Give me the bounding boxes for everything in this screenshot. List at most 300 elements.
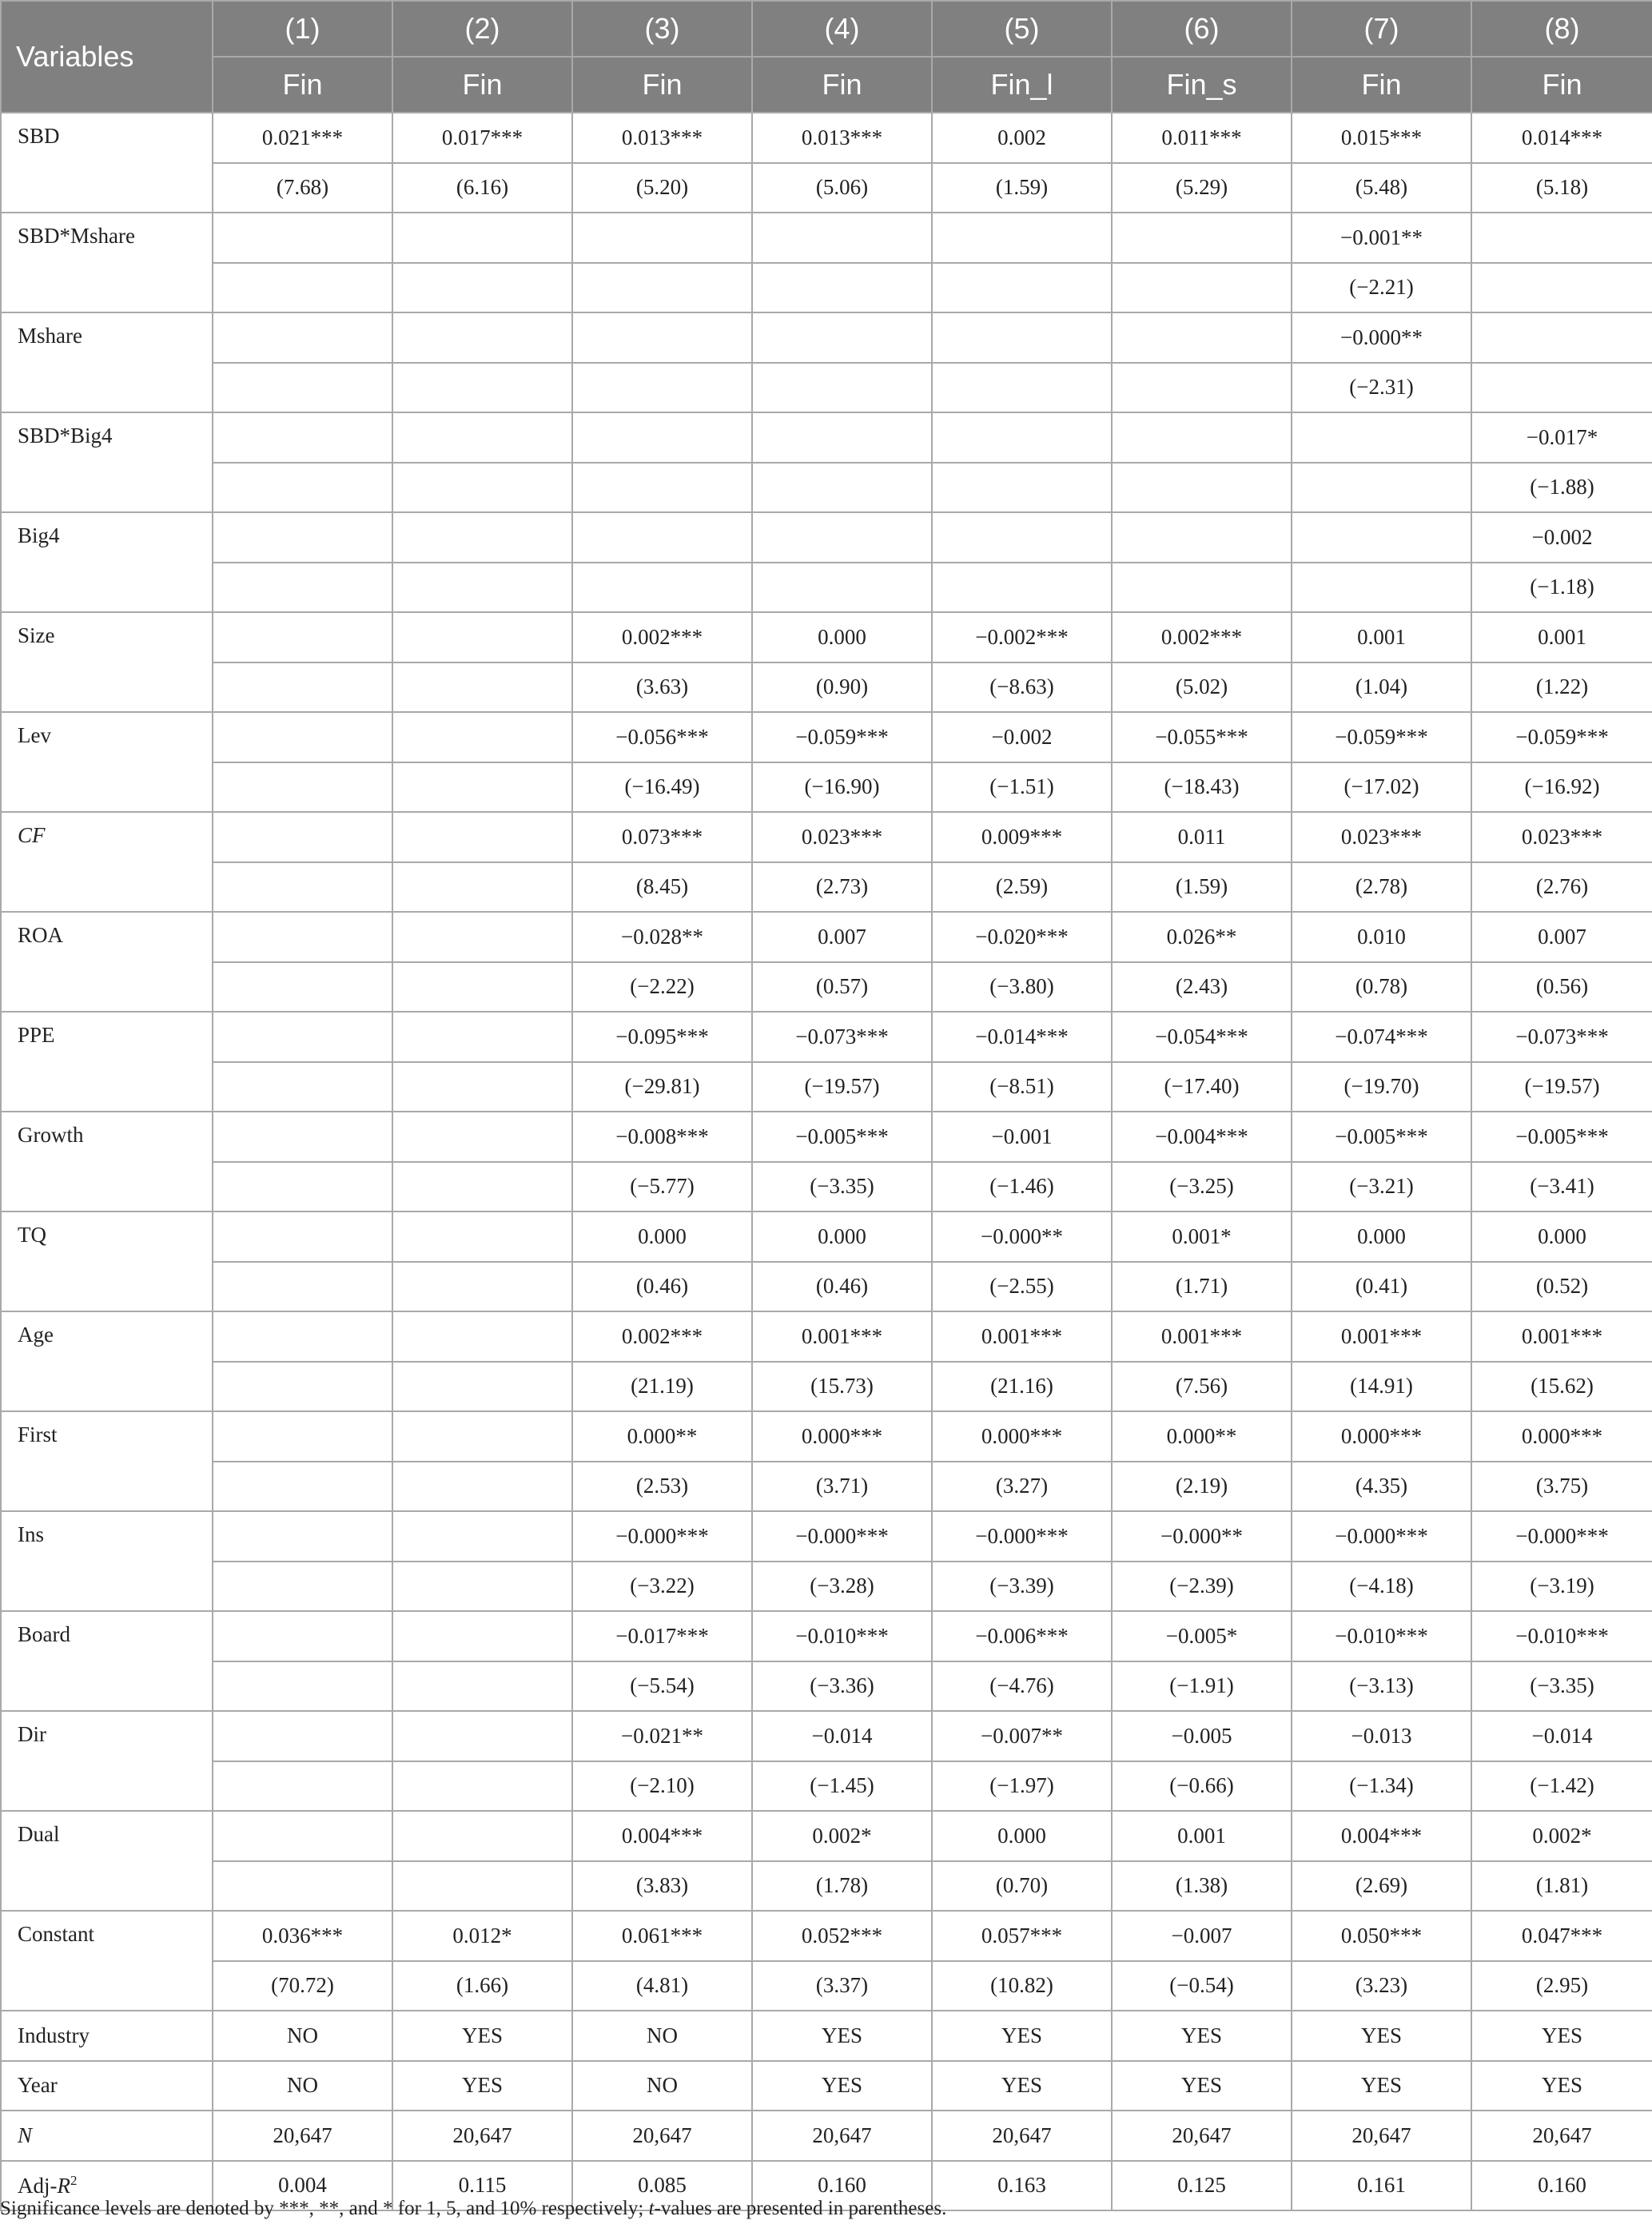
- coefficient-cell: 0.000: [752, 612, 932, 662]
- coefficient-cell: −0.000***: [932, 1511, 1112, 1562]
- coefficient-row: [1, 1112, 1652, 1162]
- coefficient-cell: 0.014***: [1471, 113, 1652, 163]
- t-value-cell: (3.83): [572, 1861, 752, 1912]
- t-value-cell: (−5.54): [572, 1661, 752, 1712]
- t-value-cell: (7.56): [1112, 1362, 1292, 1412]
- t-value-cell: (4.81): [572, 1961, 752, 2011]
- coefficient-cell: [1292, 512, 1471, 563]
- variable-name: First: [1, 1411, 213, 1511]
- coefficient-cell: 0.057***: [932, 1911, 1112, 1961]
- coefficient-cell: [213, 1511, 392, 1562]
- summary-value-cell: YES: [1292, 2011, 1471, 2061]
- coefficient-cell: [392, 612, 572, 662]
- coefficient-cell: 0.010: [1292, 912, 1471, 962]
- t-value-cell: (1.59): [1112, 862, 1292, 913]
- coefficient-cell: −0.056***: [572, 712, 752, 762]
- column-number-header: (4): [752, 1, 932, 57]
- summary-value-cell: YES: [1471, 2061, 1652, 2111]
- t-value-cell: [392, 1661, 572, 1712]
- summary-label-cell: [1, 2011, 213, 2061]
- coefficient-cell: 0.021***: [213, 113, 392, 163]
- coefficient-cell: −0.002: [932, 712, 1112, 762]
- coefficient-cell: [392, 412, 572, 463]
- coefficient-cell: −0.054***: [1112, 1012, 1292, 1062]
- coefficient-cell: −0.014***: [932, 1012, 1112, 1062]
- coefficient-cell: −0.000***: [752, 1511, 932, 1562]
- t-value-cell: [572, 463, 752, 513]
- coefficient-cell: [213, 1811, 392, 1861]
- coefficient-cell: [1112, 412, 1292, 463]
- t-value-cell: [1112, 363, 1292, 413]
- t-value-cell: [213, 1562, 392, 1612]
- coefficient-cell: 0.000***: [752, 1411, 932, 1462]
- t-value-cell: (−2.22): [572, 962, 752, 1013]
- coefficient-cell: 0.061***: [572, 1911, 752, 1961]
- coefficient-cell: 0.001***: [932, 1311, 1112, 1362]
- coefficient-cell: 0.000**: [1112, 1411, 1292, 1462]
- summary-value-cell: 0.160: [1471, 2161, 1652, 2211]
- coefficient-cell: [572, 412, 752, 463]
- t-value-cell: (5.20): [572, 163, 752, 213]
- coefficient-cell: [213, 1411, 392, 1462]
- t-value-cell: (−16.92): [1471, 762, 1652, 813]
- summary-value-cell: YES: [752, 2011, 932, 2061]
- summary-value-cell: YES: [932, 2011, 1112, 2061]
- t-value-cell: [392, 1262, 572, 1312]
- t-value-cell: [752, 363, 932, 413]
- summary-value-cell: YES: [932, 2061, 1112, 2111]
- t-value-cell: (−1.34): [1292, 1761, 1471, 1812]
- coefficient-cell: −0.005: [1112, 1711, 1292, 1761]
- t-value-cell: [932, 563, 1112, 613]
- t-value-cell: (−4.76): [932, 1661, 1112, 1712]
- coefficient-row: [1, 1611, 1652, 1661]
- t-value-row: [1, 662, 1652, 713]
- t-value-cell: [932, 363, 1112, 413]
- t-value-cell: (0.78): [1292, 962, 1471, 1013]
- t-value-cell: (−3.25): [1112, 1162, 1292, 1212]
- t-value-cell: [1112, 463, 1292, 513]
- coefficient-cell: [213, 1711, 392, 1761]
- column-number-header: (2): [392, 1, 572, 57]
- summary-value-cell: NO: [213, 2061, 392, 2111]
- summary-row: [1, 2061, 1652, 2111]
- summary-label: N: [18, 2123, 33, 2147]
- coefficient-cell: 0.012*: [392, 1911, 572, 1961]
- t-value-row: [1, 463, 1652, 513]
- t-value-cell: (2.19): [1112, 1462, 1292, 1512]
- coefficient-cell: −0.000***: [1471, 1511, 1652, 1562]
- variable-name: TQ: [1, 1212, 213, 1311]
- t-value-cell: (2.69): [1292, 1861, 1471, 1912]
- coefficient-cell: 0.023***: [1292, 812, 1471, 862]
- t-value-cell: (2.95): [1471, 1961, 1652, 2011]
- t-value-cell: (3.71): [752, 1462, 932, 1512]
- t-value-cell: (−1.91): [1112, 1661, 1292, 1712]
- coefficient-row: [1, 1012, 1652, 1062]
- coefficient-cell: 0.036***: [213, 1911, 392, 1961]
- t-value-cell: [392, 1162, 572, 1212]
- coefficient-cell: −0.010***: [1292, 1611, 1471, 1661]
- coefficient-cell: 0.052***: [752, 1911, 932, 1961]
- coefficient-cell: [392, 712, 572, 762]
- coefficient-cell: 0.001: [1112, 1811, 1292, 1861]
- t-value-cell: [213, 1462, 392, 1512]
- coefficient-row: [1, 1511, 1652, 1562]
- t-value-cell: (70.72): [213, 1961, 392, 2011]
- variable-name: Dual: [1, 1811, 213, 1911]
- coefficient-cell: −0.010***: [1471, 1611, 1652, 1661]
- coefficient-cell: −0.001: [932, 1112, 1112, 1162]
- t-value-cell: (7.68): [213, 163, 392, 213]
- t-value-cell: (−29.81): [572, 1062, 752, 1112]
- column-number-header: (6): [1112, 1, 1292, 57]
- coefficient-cell: −0.002***: [932, 612, 1112, 662]
- t-value-cell: (1.04): [1292, 662, 1471, 713]
- note-text-2: -values are presented in parentheses.: [654, 2198, 947, 2219]
- coefficient-cell: 0.026**: [1112, 912, 1292, 962]
- variable-name: SBD*Mshare: [1, 213, 213, 312]
- coefficient-cell: −0.006***: [932, 1611, 1112, 1661]
- coefficient-cell: 0.000: [572, 1212, 752, 1262]
- coefficient-cell: −0.001**: [1292, 213, 1471, 263]
- t-value-cell: [1292, 563, 1471, 613]
- r-squared-exponent: 2: [70, 2172, 78, 2188]
- coefficient-cell: −0.007**: [932, 1711, 1112, 1761]
- summary-value-cell: 0.004: [213, 2161, 392, 2211]
- t-value-cell: (2.78): [1292, 862, 1471, 913]
- coefficient-cell: 0.000: [752, 1212, 932, 1262]
- t-value-cell: (−1.45): [752, 1761, 932, 1812]
- coefficient-cell: 0.007: [752, 912, 932, 962]
- t-value-cell: (−1.46): [932, 1162, 1112, 1212]
- coefficient-row: [1, 1911, 1652, 1961]
- coefficient-cell: [213, 612, 392, 662]
- summary-value-cell: 20,647: [932, 2111, 1112, 2161]
- coefficient-cell: 0.001***: [1292, 1311, 1471, 1362]
- t-value-row: [1, 962, 1652, 1013]
- dependent-variable-header: Fin: [1471, 57, 1652, 113]
- coefficient-cell: 0.001***: [1112, 1311, 1292, 1362]
- coefficient-cell: [932, 512, 1112, 563]
- t-value-cell: (5.48): [1292, 163, 1471, 213]
- summary-value-cell: 20,647: [213, 2111, 392, 2161]
- coefficient-cell: [213, 312, 392, 363]
- t-value-cell: (−3.36): [752, 1661, 932, 1712]
- t-value-cell: (−3.80): [932, 962, 1112, 1013]
- coefficient-cell: 0.000***: [932, 1411, 1112, 1462]
- t-value-cell: (0.41): [1292, 1262, 1471, 1312]
- coefficient-cell: [213, 1112, 392, 1162]
- coefficient-cell: 0.002*: [752, 1811, 932, 1861]
- t-value-row: [1, 762, 1652, 813]
- column-number-header: (1): [213, 1, 392, 57]
- t-value-cell: (−19.57): [752, 1062, 932, 1112]
- t-value-cell: [752, 263, 932, 313]
- coefficient-row: [1, 712, 1652, 762]
- t-value-cell: [213, 862, 392, 913]
- t-value-cell: [392, 662, 572, 713]
- t-value-cell: [213, 1262, 392, 1312]
- coefficient-cell: [213, 1611, 392, 1661]
- coefficient-cell: 0.011***: [1112, 113, 1292, 163]
- t-value-cell: (3.37): [752, 1961, 932, 2011]
- variable-name: Age: [1, 1311, 213, 1411]
- t-value-cell: [392, 363, 572, 413]
- coefficient-cell: 0.011: [1112, 812, 1292, 862]
- t-value-cell: [392, 1362, 572, 1412]
- t-value-cell: (−2.55): [932, 1262, 1112, 1312]
- t-value-cell: (−3.35): [752, 1162, 932, 1212]
- coefficient-row: [1, 1311, 1652, 1362]
- variable-name: Dir: [1, 1711, 213, 1811]
- coefficient-cell: [392, 512, 572, 563]
- t-value-cell: [213, 1761, 392, 1812]
- variable-name: PPE: [1, 1012, 213, 1112]
- t-value-row: [1, 163, 1652, 213]
- t-value-row: [1, 1961, 1652, 2011]
- coefficient-cell: [392, 1012, 572, 1062]
- coefficient-cell: [213, 1212, 392, 1262]
- t-value-cell: (3.27): [932, 1462, 1112, 1512]
- t-value-cell: (−3.13): [1292, 1661, 1471, 1712]
- t-value-cell: (0.90): [752, 662, 932, 713]
- t-value-cell: (−8.51): [932, 1062, 1112, 1112]
- t-value-cell: (2.53): [572, 1462, 752, 1512]
- t-value-cell: (−19.70): [1292, 1062, 1471, 1112]
- t-value-cell: [572, 263, 752, 313]
- coefficient-cell: [213, 512, 392, 563]
- coefficient-cell: 0.009***: [932, 812, 1112, 862]
- coefficient-cell: −0.059***: [752, 712, 932, 762]
- t-value-cell: (21.16): [932, 1362, 1112, 1412]
- t-value-cell: (−2.21): [1292, 263, 1471, 313]
- coefficient-cell: [213, 412, 392, 463]
- variable-name: CF: [1, 812, 213, 912]
- t-value-cell: [392, 862, 572, 913]
- summary-label-cell: [1, 2061, 213, 2111]
- t-value-cell: (2.59): [932, 862, 1112, 913]
- coefficient-cell: [392, 1611, 572, 1661]
- coefficient-cell: [392, 1811, 572, 1861]
- summary-value-cell: NO: [213, 2011, 392, 2061]
- t-value-cell: [392, 762, 572, 813]
- summary-value-cell: 0.161: [1292, 2161, 1471, 2211]
- t-value-cell: (−2.10): [572, 1761, 752, 1812]
- t-value-cell: (1.66): [392, 1961, 572, 2011]
- coefficient-cell: 0.023***: [1471, 812, 1652, 862]
- t-value-cell: [213, 1661, 392, 1712]
- t-value-row: [1, 263, 1652, 313]
- summary-value-cell: 20,647: [1112, 2111, 1292, 2161]
- summary-value-cell: 0.115: [392, 2161, 572, 2211]
- t-value-cell: (5.06): [752, 163, 932, 213]
- coefficient-cell: 0.000: [1471, 1212, 1652, 1262]
- note-t-label: t: [648, 2198, 655, 2219]
- t-value-cell: [213, 762, 392, 813]
- t-value-cell: [392, 962, 572, 1013]
- coefficient-cell: −0.005*: [1112, 1611, 1292, 1661]
- coefficient-cell: 0.004***: [572, 1811, 752, 1861]
- coefficient-cell: −0.002: [1471, 512, 1652, 563]
- t-value-cell: [392, 263, 572, 313]
- t-value-cell: [213, 662, 392, 713]
- t-value-cell: (−2.39): [1112, 1562, 1292, 1612]
- t-value-cell: [1112, 563, 1292, 613]
- coefficient-cell: [752, 213, 932, 263]
- coefficient-cell: [392, 1511, 572, 1562]
- coefficient-cell: [932, 312, 1112, 363]
- summary-row: [1, 2011, 1652, 2061]
- coefficient-row: [1, 812, 1652, 862]
- summary-label: Adj-: [18, 2173, 58, 2198]
- variable-name: Board: [1, 1611, 213, 1711]
- t-value-cell: (5.29): [1112, 163, 1292, 213]
- t-value-cell: [392, 563, 572, 613]
- dependent-variable-header: Fin_l: [932, 57, 1112, 113]
- summary-value-cell: NO: [572, 2061, 752, 2111]
- coefficient-cell: 0.073***: [572, 812, 752, 862]
- t-value-cell: (6.16): [392, 163, 572, 213]
- t-value-cell: (−0.54): [1112, 1961, 1292, 2011]
- t-value-cell: (10.82): [932, 1961, 1112, 2011]
- coefficient-row: [1, 1811, 1652, 1861]
- summary-label: Industry: [18, 2023, 90, 2047]
- coefficient-cell: 0.000: [1292, 1212, 1471, 1262]
- variable-name: Big4: [1, 512, 213, 612]
- t-value-cell: [213, 463, 392, 513]
- variable-name: Size: [1, 612, 213, 712]
- t-value-cell: (−5.77): [572, 1162, 752, 1212]
- coefficient-cell: −0.013: [1292, 1711, 1471, 1761]
- summary-value-cell: 20,647: [572, 2111, 752, 2161]
- t-value-cell: (1.81): [1471, 1861, 1652, 1912]
- coefficient-cell: 0.007: [1471, 912, 1652, 962]
- variable-name: ROA: [1, 912, 213, 1012]
- coefficient-cell: −0.020***: [932, 912, 1112, 962]
- t-value-cell: [392, 1861, 572, 1912]
- summary-value-cell: 0.085: [572, 2161, 752, 2211]
- column-number-header: (3): [572, 1, 752, 57]
- t-value-cell: (5.02): [1112, 662, 1292, 713]
- t-value-row: [1, 862, 1652, 913]
- header-row-dependent: [1, 57, 1652, 113]
- coefficient-cell: [1471, 213, 1652, 263]
- dependent-variable-header: Fin: [392, 57, 572, 113]
- coefficient-cell: 0.017***: [392, 113, 572, 163]
- coefficient-cell: −0.073***: [1471, 1012, 1652, 1062]
- t-value-row: [1, 1661, 1652, 1712]
- t-value-cell: [213, 1861, 392, 1912]
- table-body: [1, 113, 1652, 2210]
- coefficient-cell: 0.013***: [572, 113, 752, 163]
- coefficient-cell: −0.000**: [1292, 312, 1471, 363]
- coefficient-row: [1, 412, 1652, 463]
- t-value-cell: (0.57): [752, 962, 932, 1013]
- coefficient-cell: 0.013***: [752, 113, 932, 163]
- coefficient-cell: −0.017*: [1471, 412, 1652, 463]
- coefficient-cell: −0.073***: [752, 1012, 932, 1062]
- coefficient-row: [1, 1212, 1652, 1262]
- t-value-row: [1, 1761, 1652, 1812]
- coefficient-cell: −0.005***: [1471, 1112, 1652, 1162]
- coefficient-cell: 0.000***: [1471, 1411, 1652, 1462]
- t-value-cell: (8.45): [572, 862, 752, 913]
- coefficient-cell: 0.001***: [752, 1311, 932, 1362]
- coefficient-row: [1, 213, 1652, 263]
- t-value-cell: (−4.18): [1292, 1562, 1471, 1612]
- t-value-cell: (0.70): [932, 1861, 1112, 1912]
- variable-name: Ins: [1, 1511, 213, 1611]
- t-value-cell: [1471, 263, 1652, 313]
- t-value-cell: [213, 563, 392, 613]
- coefficient-row: [1, 612, 1652, 662]
- summary-value-cell: 20,647: [392, 2111, 572, 2161]
- t-value-cell: (3.23): [1292, 1961, 1471, 2011]
- coefficient-cell: [572, 213, 752, 263]
- t-value-cell: (−19.57): [1471, 1062, 1652, 1112]
- coefficient-cell: [392, 312, 572, 363]
- dependent-variable-header: Fin: [752, 57, 932, 113]
- t-value-row: [1, 1362, 1652, 1412]
- variable-name: Lev: [1, 712, 213, 812]
- t-value-cell: [213, 363, 392, 413]
- t-value-row: [1, 563, 1652, 613]
- t-value-cell: (4.35): [1292, 1462, 1471, 1512]
- t-value-cell: (21.19): [572, 1362, 752, 1412]
- coefficient-cell: 0.001***: [1471, 1311, 1652, 1362]
- coefficient-row: [1, 912, 1652, 962]
- coefficient-row: [1, 113, 1652, 163]
- t-value-cell: [572, 363, 752, 413]
- coefficient-cell: 0.050***: [1292, 1911, 1471, 1961]
- coefficient-cell: 0.002***: [572, 612, 752, 662]
- coefficient-cell: −0.059***: [1471, 712, 1652, 762]
- summary-value-cell: YES: [392, 2011, 572, 2061]
- coefficient-row: [1, 312, 1652, 363]
- coefficient-cell: [213, 1012, 392, 1062]
- coefficient-cell: [392, 1311, 572, 1362]
- coefficient-cell: [392, 812, 572, 862]
- t-value-cell: (−3.22): [572, 1562, 752, 1612]
- coefficient-cell: [932, 213, 1112, 263]
- coefficient-cell: −0.095***: [572, 1012, 752, 1062]
- t-value-cell: [213, 1362, 392, 1412]
- t-value-cell: (−0.66): [1112, 1761, 1292, 1812]
- summary-value-cell: 20,647: [1292, 2111, 1471, 2161]
- summary-value-cell: 20,647: [1471, 2111, 1652, 2161]
- t-value-row: [1, 363, 1652, 413]
- coefficient-row: [1, 512, 1652, 563]
- coefficient-cell: −0.014: [752, 1711, 932, 1761]
- dependent-variable-header: Fin: [213, 57, 392, 113]
- summary-row: [1, 2111, 1652, 2161]
- coefficient-cell: [213, 712, 392, 762]
- t-value-cell: (1.59): [932, 163, 1112, 213]
- summary-value-cell: YES: [1471, 2011, 1652, 2061]
- t-value-cell: (1.78): [752, 1861, 932, 1912]
- coefficient-cell: 0.047***: [1471, 1911, 1652, 1961]
- coefficient-cell: 0.000***: [1292, 1411, 1471, 1462]
- t-value-cell: (3.75): [1471, 1462, 1652, 1512]
- t-value-cell: [392, 1462, 572, 1512]
- t-value-cell: (−1.18): [1471, 563, 1652, 613]
- coefficient-cell: 0.001: [1471, 612, 1652, 662]
- coefficient-cell: 0.002: [932, 113, 1112, 163]
- header-row-numbers: [1, 1, 1652, 57]
- coefficient-cell: 0.004***: [1292, 1811, 1471, 1861]
- coefficient-cell: −0.005***: [1292, 1112, 1471, 1162]
